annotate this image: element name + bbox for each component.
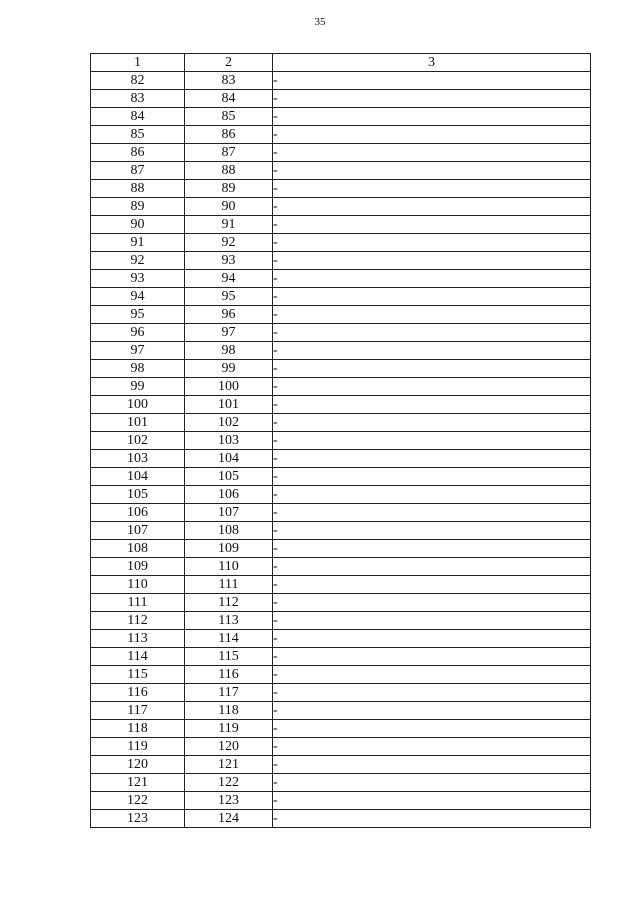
- table-cell-col-3: -: [273, 774, 591, 792]
- table-cell-col-1: 101: [91, 414, 185, 432]
- table-cell-col-1: 102: [91, 432, 185, 450]
- table-cell-col-1: 103: [91, 450, 185, 468]
- table-cell-col-3: -: [273, 396, 591, 414]
- table-cell-col-1: 117: [91, 702, 185, 720]
- table-cell-col-3: -: [273, 468, 591, 486]
- table-cell-col-2: 119: [185, 720, 273, 738]
- table-cell-col-1: 122: [91, 792, 185, 810]
- table-cell-col-2: 107: [185, 504, 273, 522]
- table-cell-col-3: -: [273, 432, 591, 450]
- table-cell-col-1: 110: [91, 576, 185, 594]
- table-cell-col-2: 110: [185, 558, 273, 576]
- table-cell-col-1: 90: [91, 216, 185, 234]
- header-row: [91, 54, 591, 72]
- table-cell-col-1: 109: [91, 558, 185, 576]
- column-header-3: 3: [273, 54, 591, 72]
- table-row: [91, 612, 591, 630]
- table-cell-col-3: -: [273, 360, 591, 378]
- table-cell-col-3: -: [273, 342, 591, 360]
- table-cell-col-3: -: [273, 648, 591, 666]
- table-cell-col-2: 122: [185, 774, 273, 792]
- table-cell-col-2: 121: [185, 756, 273, 774]
- table-cell-col-2: 114: [185, 630, 273, 648]
- table-cell-col-3: -: [273, 180, 591, 198]
- table-cell-col-2: 105: [185, 468, 273, 486]
- table-cell-col-1: 105: [91, 486, 185, 504]
- table-cell-col-1: 108: [91, 540, 185, 558]
- table-cell-col-2: 104: [185, 450, 273, 468]
- table-row: [91, 504, 591, 522]
- table-row: [91, 126, 591, 144]
- table-cell-col-3: -: [273, 594, 591, 612]
- table-cell-col-2: 115: [185, 648, 273, 666]
- table-cell-col-2: 92: [185, 234, 273, 252]
- table-row: [91, 720, 591, 738]
- table-cell-col-3: -: [273, 378, 591, 396]
- table-cell-col-2: 103: [185, 432, 273, 450]
- table-row: [91, 252, 591, 270]
- table-cell-col-2: 85: [185, 108, 273, 126]
- table-cell-col-1: 123: [91, 810, 185, 828]
- column-header-1: 1: [91, 54, 185, 72]
- table-cell-col-1: 111: [91, 594, 185, 612]
- table-cell-col-2: 109: [185, 540, 273, 558]
- table-cell-col-2: 116: [185, 666, 273, 684]
- table-row: [91, 72, 591, 90]
- table-cell-col-3: -: [273, 126, 591, 144]
- table-cell-col-1: 107: [91, 522, 185, 540]
- table-cell-col-1: 89: [91, 198, 185, 216]
- table-row: [91, 342, 591, 360]
- table-cell-col-3: -: [273, 756, 591, 774]
- table-row: [91, 162, 591, 180]
- table-row: [91, 216, 591, 234]
- table-cell-col-1: 112: [91, 612, 185, 630]
- table-cell-col-1: 100: [91, 396, 185, 414]
- table-cell-col-2: 86: [185, 126, 273, 144]
- table-cell-col-2: 123: [185, 792, 273, 810]
- table-cell-col-2: 94: [185, 270, 273, 288]
- table-cell-col-1: 93: [91, 270, 185, 288]
- table-cell-col-3: -: [273, 666, 591, 684]
- table-cell-col-2: 106: [185, 486, 273, 504]
- table-cell-col-2: 98: [185, 342, 273, 360]
- table-cell-col-2: 118: [185, 702, 273, 720]
- table-row: [91, 360, 591, 378]
- table-row: [91, 180, 591, 198]
- table-row: [91, 792, 591, 810]
- table-row: [91, 396, 591, 414]
- table-cell-col-2: 96: [185, 306, 273, 324]
- table-cell-col-3: -: [273, 504, 591, 522]
- table-row: [91, 198, 591, 216]
- table-cell-col-3: -: [273, 612, 591, 630]
- table-cell-col-1: 119: [91, 738, 185, 756]
- table-cell-col-1: 118: [91, 720, 185, 738]
- table-row: [91, 810, 591, 828]
- table-cell-col-2: 101: [185, 396, 273, 414]
- table-cell-col-3: -: [273, 216, 591, 234]
- table-row: [91, 522, 591, 540]
- table-cell-col-3: -: [273, 306, 591, 324]
- table-cell-col-2: 112: [185, 594, 273, 612]
- table-cell-col-2: 84: [185, 90, 273, 108]
- table-row: [91, 666, 591, 684]
- table-cell-col-2: 111: [185, 576, 273, 594]
- table-cell-col-3: -: [273, 108, 591, 126]
- table-row: [91, 702, 591, 720]
- table-cell-col-1: 114: [91, 648, 185, 666]
- table-row: [91, 144, 591, 162]
- table-cell-col-1: 88: [91, 180, 185, 198]
- table-cell-col-1: 99: [91, 378, 185, 396]
- table-cell-col-1: 104: [91, 468, 185, 486]
- table-row: [91, 270, 591, 288]
- table-cell-col-3: -: [273, 486, 591, 504]
- table-cell-col-1: 86: [91, 144, 185, 162]
- table-row: [91, 774, 591, 792]
- table-cell-col-2: 95: [185, 288, 273, 306]
- table-row: [91, 738, 591, 756]
- table-cell-col-1: 94: [91, 288, 185, 306]
- table-cell-col-2: 97: [185, 324, 273, 342]
- table-row: [91, 414, 591, 432]
- table-cell-col-2: 93: [185, 252, 273, 270]
- table-cell-col-2: 102: [185, 414, 273, 432]
- table-cell-col-3: -: [273, 162, 591, 180]
- table-row: [91, 288, 591, 306]
- table-cell-col-1: 98: [91, 360, 185, 378]
- table-header: [91, 54, 591, 72]
- table-cell-col-3: -: [273, 738, 591, 756]
- table-cell-col-2: 99: [185, 360, 273, 378]
- table-cell-col-3: -: [273, 72, 591, 90]
- table-cell-col-1: 87: [91, 162, 185, 180]
- table-cell-col-3: -: [273, 540, 591, 558]
- table-cell-col-3: -: [273, 450, 591, 468]
- table-row: [91, 324, 591, 342]
- table-row: [91, 486, 591, 504]
- table-cell-col-3: -: [273, 288, 591, 306]
- table-cell-col-1: 120: [91, 756, 185, 774]
- table-row: [91, 378, 591, 396]
- table-cell-col-1: 116: [91, 684, 185, 702]
- table-row: [91, 558, 591, 576]
- table-cell-col-3: -: [273, 720, 591, 738]
- table-row: [91, 576, 591, 594]
- table-cell-col-3: -: [273, 684, 591, 702]
- table-cell-col-3: -: [273, 324, 591, 342]
- table-cell-col-3: -: [273, 414, 591, 432]
- table-cell-col-2: 91: [185, 216, 273, 234]
- table-row: [91, 630, 591, 648]
- table-row: [91, 540, 591, 558]
- table-row: [91, 432, 591, 450]
- table-cell-col-3: -: [273, 576, 591, 594]
- table-row: [91, 468, 591, 486]
- table-cell-col-3: -: [273, 144, 591, 162]
- table-cell-col-1: 97: [91, 342, 185, 360]
- table-cell-col-3: -: [273, 810, 591, 828]
- table-row: [91, 306, 591, 324]
- table-cell-col-3: -: [273, 630, 591, 648]
- page-number: 35: [314, 16, 326, 28]
- table-cell-col-1: 84: [91, 108, 185, 126]
- table-row: [91, 450, 591, 468]
- table-cell-col-2: 108: [185, 522, 273, 540]
- table-body: [91, 72, 591, 828]
- table-cell-col-1: 106: [91, 504, 185, 522]
- table-cell-col-2: 113: [185, 612, 273, 630]
- table-cell-col-1: 96: [91, 324, 185, 342]
- table-row: [91, 108, 591, 126]
- table-row: [91, 756, 591, 774]
- table-cell-col-3: -: [273, 252, 591, 270]
- table-cell-col-1: 82: [91, 72, 185, 90]
- table-cell-col-3: -: [273, 792, 591, 810]
- table-cell-col-2: 90: [185, 198, 273, 216]
- column-header-2: 2: [185, 54, 273, 72]
- table-cell-col-2: 120: [185, 738, 273, 756]
- table-cell-col-3: -: [273, 522, 591, 540]
- table-row: [91, 684, 591, 702]
- table-cell-col-2: 117: [185, 684, 273, 702]
- table-cell-col-2: 87: [185, 144, 273, 162]
- table-cell-col-2: 83: [185, 72, 273, 90]
- table-row: [91, 648, 591, 666]
- table-cell-col-1: 91: [91, 234, 185, 252]
- table-cell-col-1: 121: [91, 774, 185, 792]
- table-cell-col-3: -: [273, 558, 591, 576]
- table-row: [91, 594, 591, 612]
- table-cell-col-3: -: [273, 90, 591, 108]
- table-cell-col-1: 113: [91, 630, 185, 648]
- table-cell-col-2: 100: [185, 378, 273, 396]
- table-cell-col-1: 92: [91, 252, 185, 270]
- table-cell-col-3: -: [273, 198, 591, 216]
- table-cell-col-1: 85: [91, 126, 185, 144]
- table-cell-col-3: -: [273, 270, 591, 288]
- table-cell-col-2: 89: [185, 180, 273, 198]
- table-row: [91, 90, 591, 108]
- data-table: [90, 53, 591, 828]
- table-cell-col-3: -: [273, 702, 591, 720]
- table-cell-col-1: 83: [91, 90, 185, 108]
- table-cell-col-2: 124: [185, 810, 273, 828]
- table-cell-col-2: 88: [185, 162, 273, 180]
- table-cell-col-1: 115: [91, 666, 185, 684]
- table-cell-col-1: 95: [91, 306, 185, 324]
- table-row: [91, 234, 591, 252]
- table-cell-col-3: -: [273, 234, 591, 252]
